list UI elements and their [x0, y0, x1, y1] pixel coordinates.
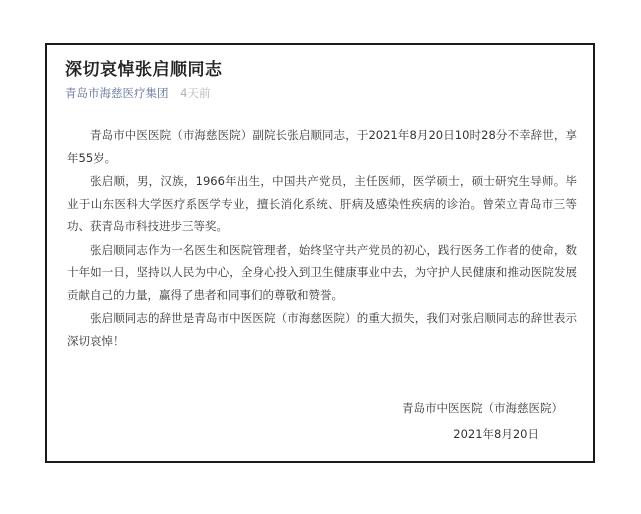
paragraph-1: 青岛市中医医院（市海慈医院）副院长张启顺同志，于2021年8月20日10时28分不幸辞世，享年55岁。: [67, 128, 577, 165]
paragraph-3: 张启顺同志作为一名医生和医院管理者，始终坚守共产党员的初心，践行医务工作者的使命，数十年如一日，坚持以人民为中心，全身心投入到卫生健康事业中去，为守护人民健康和推动医院发展贡献自己的力量，赢得了患者和同事们的尊敬和赞誉。: [67, 242, 577, 302]
signature-date: 2021年8月20日: [453, 427, 539, 441]
article-frame: [45, 43, 595, 463]
publish-time: 4天前: [180, 86, 211, 100]
signature-block: [402, 395, 563, 447]
signature-org: 青岛市中医医院（市海慈医院）: [402, 401, 563, 415]
paragraph-4: 张启顺同志的辞世是青岛市中医医院（市海慈医院）的重大损失，我们对张启顺同志的辞世表示深切哀悼！: [67, 311, 577, 348]
publisher-link[interactable]: 青岛市海慈医疗集团: [65, 86, 169, 100]
article-title: 深切哀悼张启顺同志: [65, 60, 223, 80]
article-meta: [65, 85, 210, 101]
article-body: [67, 124, 577, 353]
paragraph-2: 张启顺，男，汉族，1966年出生，中国共产党员，主任医师，医学硕士，硕士研究生导师。毕业于山东医科大学医疗系医学专业，擅长消化系统、肝病及感染性疾病的诊治。曾荣立青岛市三等功、获青岛市科技进步三等奖。: [67, 174, 577, 233]
